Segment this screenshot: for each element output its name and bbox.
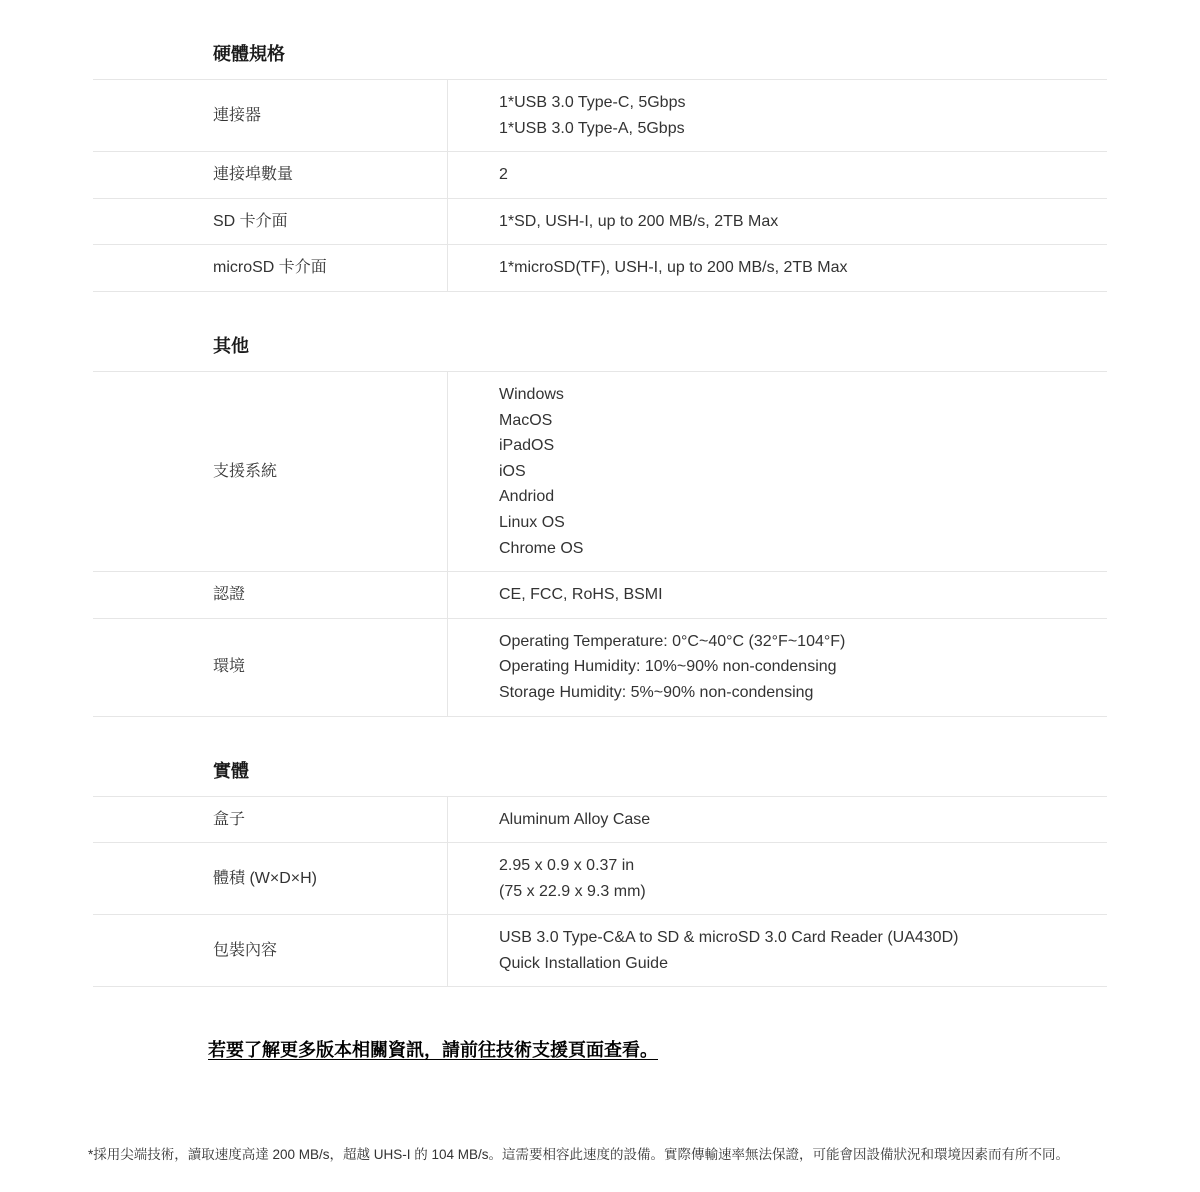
spec-value-line: Quick Installation Guide — [499, 954, 668, 972]
spec-value-line: Aluminum Alloy Case — [499, 810, 651, 828]
footnote: *採用尖端技術，讀取速度高達 200 MB/s，超越 UHS-I 的 104 MB/s。這需要相容此速度的設備。實際傳輸速率無法保證，可能會因設備狀況和環境因素而有所不同。 — [88, 1147, 1070, 1162]
spec-value — [447, 80, 1107, 151]
spec-value-line: Storage Humidity: 5%~90% non-condensing — [499, 683, 814, 701]
spec-value-line: Windows — [499, 385, 564, 403]
spec-value-line: 2.95 x 0.9 x 0.37 in — [499, 857, 635, 875]
section-title: 其他 — [213, 335, 249, 356]
support-link-container — [208, 1037, 1200, 1063]
spec-row-port-count — [93, 151, 1107, 198]
spec-table — [93, 371, 1107, 717]
spec-value-line: 1*USB 3.0 Type-A, 5Gbps — [499, 119, 685, 137]
spec-row-connectors — [93, 79, 1107, 151]
spec-value — [447, 797, 1107, 843]
section-header — [93, 292, 1107, 371]
spec-section-hardware — [93, 0, 1107, 292]
spec-value-line: Operating Humidity: 10%~90% non-condensing — [499, 658, 837, 676]
spec-value — [447, 915, 1107, 986]
spec-value-line: iOS — [499, 462, 526, 480]
spec-row-sd-interface — [93, 198, 1107, 245]
spec-value — [447, 619, 1107, 716]
section-title: 實體 — [213, 760, 249, 781]
spec-label: 環境 — [213, 658, 246, 676]
spec-row-package-contents — [93, 914, 1107, 986]
spec-row-environment — [93, 618, 1107, 716]
spec-label: 包裝內容 — [213, 942, 278, 960]
spec-row-certifications — [93, 571, 1107, 618]
spec-value — [447, 572, 1107, 618]
spec-value-line: Operating Temperature: 0°C~40°C (32°F~104°F) — [499, 632, 846, 650]
spec-row-microsd-interface — [93, 244, 1107, 291]
spec-table — [93, 796, 1107, 988]
spec-row-supported-os — [93, 371, 1107, 571]
spec-value-line: CE, FCC, RoHS, BSMI — [499, 586, 663, 604]
spec-label: 支援系統 — [213, 462, 278, 480]
spec-row-dimensions — [93, 842, 1107, 914]
spec-section-other — [93, 292, 1107, 717]
spec-value — [447, 245, 1107, 291]
section-header — [93, 0, 1107, 79]
spec-label: microSD 卡介面 — [213, 259, 327, 277]
spec-label: 認證 — [213, 586, 246, 604]
spec-value-line: USB 3.0 Type-C&A to SD & microSD 3.0 Card Reader (UA430D) — [499, 929, 959, 947]
support-page-link[interactable]: 若要了解更多版本相關資訊，請前往技術支援頁面查看。 — [208, 1040, 658, 1061]
spec-value-line: 1*SD, USH-I, up to 200 MB/s, 2TB Max — [499, 212, 779, 230]
spec-table — [93, 79, 1107, 292]
section-header — [93, 717, 1107, 796]
section-title: 硬體規格 — [213, 44, 285, 64]
spec-label: 連接器 — [213, 106, 262, 124]
spec-value-line: Andriod — [499, 488, 555, 506]
spec-label: 盒子 — [213, 810, 246, 828]
spec-value — [447, 843, 1107, 914]
spec-value-line: Chrome OS — [499, 539, 584, 557]
spec-label: 連接埠數量 — [213, 166, 294, 184]
spec-value-line: 1*microSD(TF), USH-I, up to 200 MB/s, 2TB Max — [499, 259, 848, 277]
spec-section-physical — [93, 717, 1107, 988]
spec-label: 體積 (W×D×H) — [213, 869, 318, 887]
spec-value-line: 1*USB 3.0 Type-C, 5Gbps — [499, 94, 686, 111]
spec-value — [447, 152, 1107, 198]
spec-value-line: Linux OS — [499, 513, 565, 531]
spec-value-line: (75 x 22.9 x 9.3 mm) — [499, 882, 646, 900]
spec-value-line: 2 — [499, 166, 508, 184]
spec-row-case — [93, 796, 1107, 843]
spec-value-line: MacOS — [499, 411, 553, 429]
spec-value-line: iPadOS — [499, 437, 555, 455]
spec-value — [447, 199, 1107, 245]
spec-label: SD 卡介面 — [213, 212, 288, 230]
spec-value — [447, 372, 1107, 571]
